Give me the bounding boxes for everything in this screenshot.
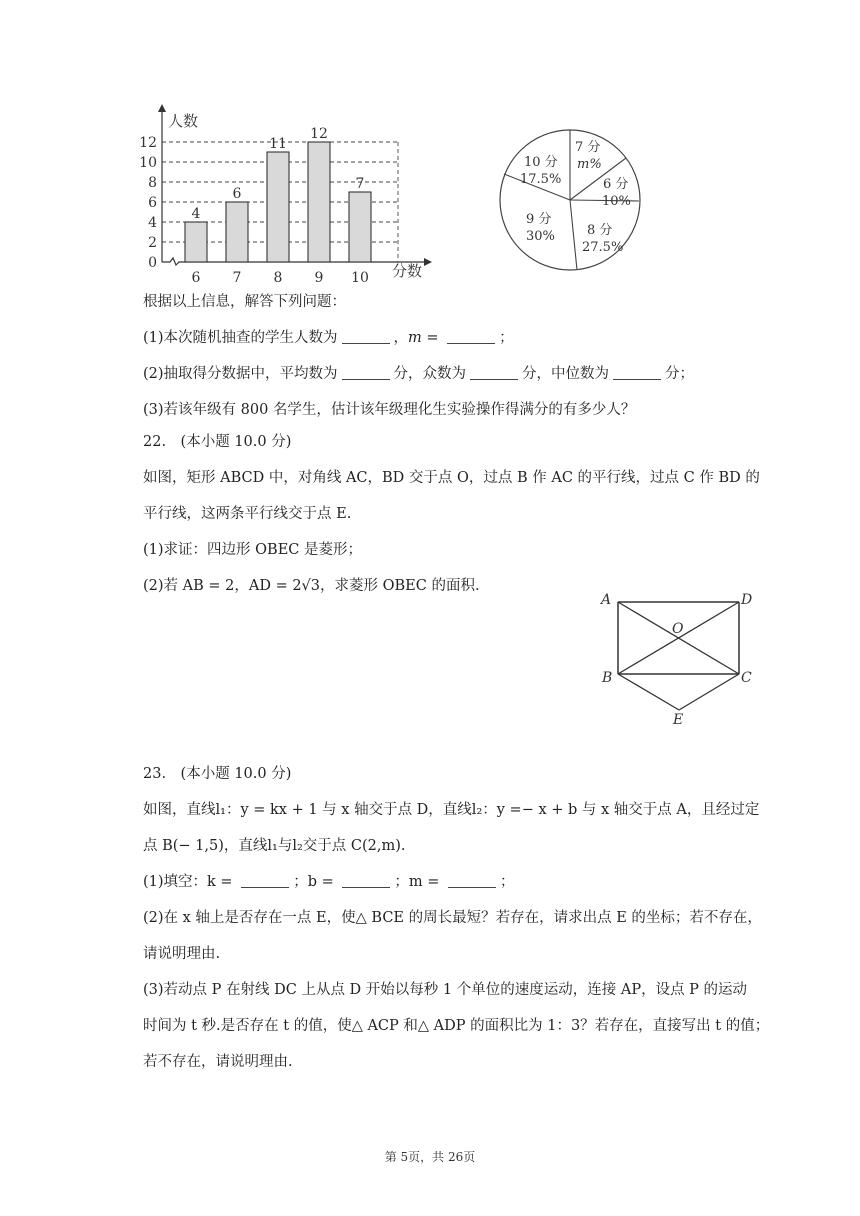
point-label-D: D: [741, 592, 753, 608]
answer-blank-median: [613, 365, 661, 380]
bar-value-label-10: 7: [355, 176, 365, 192]
q23-header: 23. (本小题 10.0 分): [143, 766, 292, 782]
page-footer: 第 5页，共 26页: [384, 1150, 476, 1164]
q21-p2-end: 分；: [665, 366, 695, 382]
q23-p1-k: (1)填空：k =: [143, 874, 238, 890]
segment-CE: [679, 674, 739, 710]
y-tick-label-4: 4: [148, 215, 157, 231]
bar-10: [349, 192, 371, 262]
answer-blank-mean: [342, 365, 390, 380]
q21-p1-sep: ，: [393, 330, 409, 346]
point-label-A: A: [601, 592, 612, 608]
bar-value-label-9: 12: [310, 126, 328, 142]
x-axis-arrow: [424, 258, 432, 266]
q23-part-2-line-1: (2)在 x 轴上是否存在一点 E，使△ BCE 的周长最短？若存在，请求出点 E 的坐标；若不存在，: [143, 910, 762, 926]
bar-value-label-8: 11: [269, 136, 287, 152]
y-tick-label-10: 10: [139, 155, 157, 171]
q23-line-2: 点 B(− 1,5)，直线l₁与l₂交于点 C(2,m).: [143, 838, 406, 854]
y-tick-label-2: 2: [148, 235, 157, 251]
x-tick-label-9: 9: [314, 270, 324, 286]
rectangle-rhombus-figure: [596, 590, 766, 730]
x-axis-label: 分数: [392, 262, 423, 280]
intro-text: 根据以上信息，解答下列问题：: [143, 294, 346, 310]
q21-p1-end: ；: [499, 330, 514, 346]
q21-p2-text: (2)抽取得分数据中，平均数为: [143, 366, 338, 382]
pie-value-9: 30%: [526, 229, 555, 244]
q21-part-3: (3)若该年级有 800 名学生，估计该年级理化生实验操作得满分的有多少人？: [143, 402, 636, 418]
y-axis-label: 人数: [168, 112, 199, 130]
x-tick-label-8: 8: [273, 270, 283, 286]
q21-p1-var-m: m: [408, 330, 422, 346]
q23-part-3-line-2: 时间为 t 秒.是否存在 t 的值，使△ ACP 和△ ADP 的面积比为 1：3？若存在，直接写出 t 的值；: [143, 1018, 770, 1034]
point-label-E: E: [673, 712, 684, 728]
pie-chart: [498, 126, 648, 276]
q21-p1-text: (1)本次随机抽查的学生人数为: [143, 330, 338, 346]
pie-label-10: 10 分: [524, 155, 558, 170]
pie-label-7: 7 分: [575, 140, 601, 155]
question-22-block: [143, 430, 760, 610]
q23-p1-end: ；: [499, 874, 515, 890]
q21-p1-equals: =: [421, 330, 444, 346]
point-label-O: O: [672, 621, 684, 637]
bar-value-label-6: 4: [191, 206, 201, 222]
answer-blank-count: [342, 329, 390, 344]
x-tick-label-10: 10: [351, 270, 369, 286]
q21-part-2: [143, 362, 753, 398]
q21-p2-mode-text: 分，众数为: [393, 366, 467, 382]
pie-label-6: 6 分: [603, 177, 629, 192]
q23-p1-m: ；m =: [394, 874, 444, 890]
q22-part-1: (1)求证：四边形 OBEC 是菱形；: [143, 542, 362, 558]
statistics-figures: [120, 96, 680, 286]
y-tick-label-0: 0: [148, 255, 157, 271]
y-tick-label-8: 8: [148, 175, 157, 191]
answer-blank-m: [447, 329, 495, 344]
answer-blank-m2: [448, 873, 496, 888]
pie-label-8: 8 分: [587, 223, 613, 238]
y-axis-arrow: [158, 104, 166, 112]
q23-part-1: [143, 870, 753, 906]
bar-6: [185, 222, 207, 262]
segment-BE: [618, 674, 679, 710]
bar-value-label-7: 6: [232, 186, 242, 202]
x-tick-label-6: 6: [191, 270, 201, 286]
q23-part-3-line-3: 若不存在，请说明理由.: [143, 1054, 293, 1070]
point-label-C: C: [741, 670, 752, 686]
pie-label-9: 9 分: [526, 212, 552, 227]
y-tick-label-6: 6: [148, 195, 157, 211]
bar-chart: [120, 96, 460, 286]
question-23-block: [143, 762, 770, 1086]
bar-7: [226, 202, 248, 262]
bar-8: [267, 152, 289, 262]
q22-part-2: (2)若 AB = 2，AD = 2√3，求菱形 OBEC 的面积.: [143, 578, 480, 594]
q23-p1-b: ；b =: [293, 874, 339, 890]
answer-blank-b: [342, 873, 390, 888]
y-tick-label-12: 12: [139, 135, 157, 151]
q22-line-2: 平行线，这两条平行线交于点 E.: [143, 506, 352, 522]
answer-blank-mode: [470, 365, 518, 380]
q22-header: 22. (本小题 10.0 分): [143, 434, 292, 450]
pie-value-8: 27.5%: [582, 240, 624, 255]
q23-line-1: 如图，直线l₁：y = kx + 1 与 x 轴交于点 D，直线l₂：y =− x + b 与 x 轴交于点 A，且经过定: [143, 802, 760, 818]
q23-part-3-line-1: (3)若动点 P 在射线 DC 上从点 D 开始以每秒 1 个单位的速度运动，连接 AP，设点 P 的运动: [143, 982, 748, 998]
answer-blank-k: [241, 873, 289, 888]
q21-part-1: [143, 326, 753, 362]
point-label-B: B: [602, 670, 613, 686]
pie-value-6: 10%: [602, 194, 631, 209]
q22-line-1: 如图，矩形 ABCD 中，对角线 AC，BD 交于点 O，过点 B 作 AC 的平行线，过点 C 作 BD 的: [143, 470, 760, 486]
pie-value-10: 17.5%: [520, 172, 562, 187]
x-tick-label-7: 7: [232, 270, 242, 286]
pie-value-7: m%: [577, 157, 602, 172]
question-21-block: [143, 290, 753, 434]
q23-part-2-line-2: 请说明理由.: [143, 946, 221, 962]
q21-p2-median-text: 分，中位数为: [522, 366, 610, 382]
bar-9: [308, 142, 330, 262]
